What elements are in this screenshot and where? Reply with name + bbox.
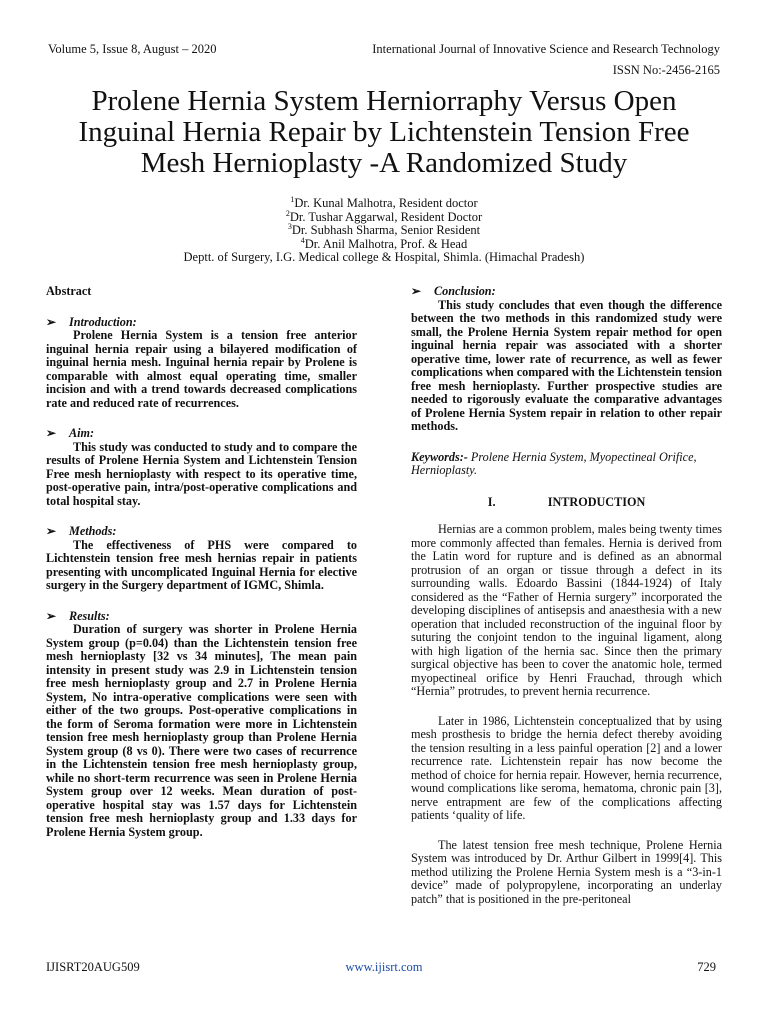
abstract-heading: Abstract [46, 284, 92, 298]
keywords [411, 451, 722, 478]
arrow-bullet-icon: ➢ [46, 524, 57, 538]
arrow-bullet-icon: ➢ [46, 426, 57, 440]
introduction-text: Prolene Hernia System is a tension free anterior inguinal hernia repair using a bilayered modification of inguinal hernia mesh. Inguinal hernia repair by Prolene is comparable with almost equal operating time, smaller incision and with a trend towards decreased complications rate and reduced rate of recurrences. [46, 328, 357, 410]
title-line: Inguinal Hernia Repair by Lichtenstein Tension Free [78, 116, 690, 148]
right-column [411, 285, 722, 906]
results-heading: ➢ Results: [46, 608, 110, 623]
keywords-text: Prolene Hernia System, Myopectineal Orifice, Hernioplasty. [411, 449, 697, 477]
author-block [40, 194, 728, 265]
affiliation: Deptt. of Surgery, I.G. Medical college & Hospital, Shimla. (Himachal Pradesh) [183, 250, 585, 264]
header-volume: Volume 5, Issue 8, August – 2020 [48, 42, 217, 56]
author-line: $^4$Dr. Anil Malhotra, Prof. & Head [300, 235, 468, 251]
aim-text: This study was conducted to study and to compare the results of Prolene Hernia System and Lichtenstein Tension Free mesh hernioplasty with respect to its operative time, post-operative pain, intra/post-operative complications and total hospital stay. [46, 439, 357, 508]
intro-paragraph: Hernias are a common problem, males being twenty times more commonly affected than females. Hernia is derived from the Latin word for rupture and is defined as an abnormal protrusion of an organ or tissue through a defect in its surrounding walls. Edoardo Bassini (1844-1924) of Italy considered as the “Father of Hernia surgery” incorporated the developing disciplines of antisepsis and anaesthesia with a new operation that included reconstruction of the inguinal floor by suturing the conjoint tendon to the inguinal ligament, along with high ligation of the hernia sac. Since then the primary surgical objective has been to cover the anatomic hole, termed myopectineal orifice by Henri Frauchad, through which “Hernia” protrudes, to prevent hernia recurrence. [411, 522, 722, 698]
aim-heading: ➢ Aim: [46, 426, 95, 440]
section-heading-introduction: I. INTRODUCTION [487, 494, 646, 509]
title-line: Mesh Hernioplasty -A Randomized Study [140, 147, 628, 179]
intro-paragraph: The latest tension free mesh technique, Prolene Hernia System was introduced by Dr. Arthur Gilbert in 1999[4]. This method utilizing the Prolene Hernia System mesh is a “3-in-1 device” made of polypropylene, incorporating an underlay patch” that is positioned in the pre-peritoneal [411, 837, 722, 906]
results-text: Duration of surgery was shorter in Prolene Hernia System group (p=0.04) than the Lichtenstein tension free mesh hernioplasty [32 vs 34 minutes], The mean pain intensity in present study was 2.9 in Lichtenstein tension free mesh hernioplasty group and 2.7 in Prolene Hernia System, No intra-operative complications were seen with either of the two groups. Post-operative complications in the form of Seroma formation were more in Lichtenstein tension free mesh hernioplasty group than Prolene Hernia System group (8 vs 0). There were two cases of recurrence in the Lichtenstein tension free mesh hernioplasty group, while no short-term recurrence was seen in Prolene Hernia System group over 12 weeks. Mean duration of post-operative hospital stay was 1.57 days for Lichtenstein tension free mesh hernioplasty group and 1.33 days for Prolene Hernia System group. [46, 622, 357, 839]
author-line: $^2$Dr. Tushar Aggarwal, Resident Doctor [285, 208, 483, 224]
left-column [46, 285, 357, 839]
footer-url[interactable] [0, 960, 768, 975]
header-journal: International Journal of Innovative Science and Research Technology [372, 42, 720, 56]
arrow-bullet-icon: ➢ [46, 608, 57, 623]
footer-code: IJISRT20AUG509 [46, 960, 140, 974]
arrow-bullet-icon: ➢ [411, 284, 422, 298]
page-number: 729 [697, 960, 716, 974]
paper-title [40, 86, 728, 179]
conclusion-text: This study concludes that even though the difference between the two methods in this randomized study were small, the Prolene Hernia System repair method for open inguinal hernia repair was associated with a shorter operative time, lower rate of recurrence, as well as fewer complications when compared with the Lichtenstein tension free mesh hernioplasty. Further prospective studies are needed to rigorously evaluate the comparative advantages of Prolene Hernia System repair in relation to other repair methods. [411, 297, 722, 433]
arrow-bullet-icon: ➢ [46, 314, 57, 329]
author-line: $^1$Dr. Kunal Malhotra, Resident doctor [290, 194, 478, 210]
methods-heading: ➢ Methods: [46, 524, 117, 538]
header-issn: ISSN No:-2456-2165 [612, 63, 720, 77]
journal-link[interactable]: www.ijisrt.com [345, 960, 423, 974]
conclusion-heading: ➢ Conclusion: [411, 284, 496, 298]
introduction-heading: ➢ Introduction: [46, 314, 137, 329]
keywords-label: Keywords:- [411, 449, 468, 464]
methods-text: The effectiveness of PHS were compared to Lichtenstein tension free mesh hernias repair in patients presenting with uncomplicated Inguinal Hernia for elective surgery in the Surgery department of IGMC, Shimla. [46, 537, 357, 592]
title-line: Prolene Hernia System Herniorraphy Versus Open [91, 85, 677, 117]
author-line: $^3$Dr. Subhash Sharma, Senior Resident [287, 221, 481, 237]
intro-paragraph: Later in 1986, Lichtenstein conceptualized that by using mesh prosthesis to bridge the hernia defect thereby avoiding the tension resulting in a less painful operation [2] and a lower recurrence rate. Lichtenstein repair has now become the method of choice for hernia repair. However, hernia recurrence, wound complications like seroma, hematoma, chronic pain [3], nerve entrapment are few of the complications affecting patients ‘quality of life. [411, 713, 722, 822]
